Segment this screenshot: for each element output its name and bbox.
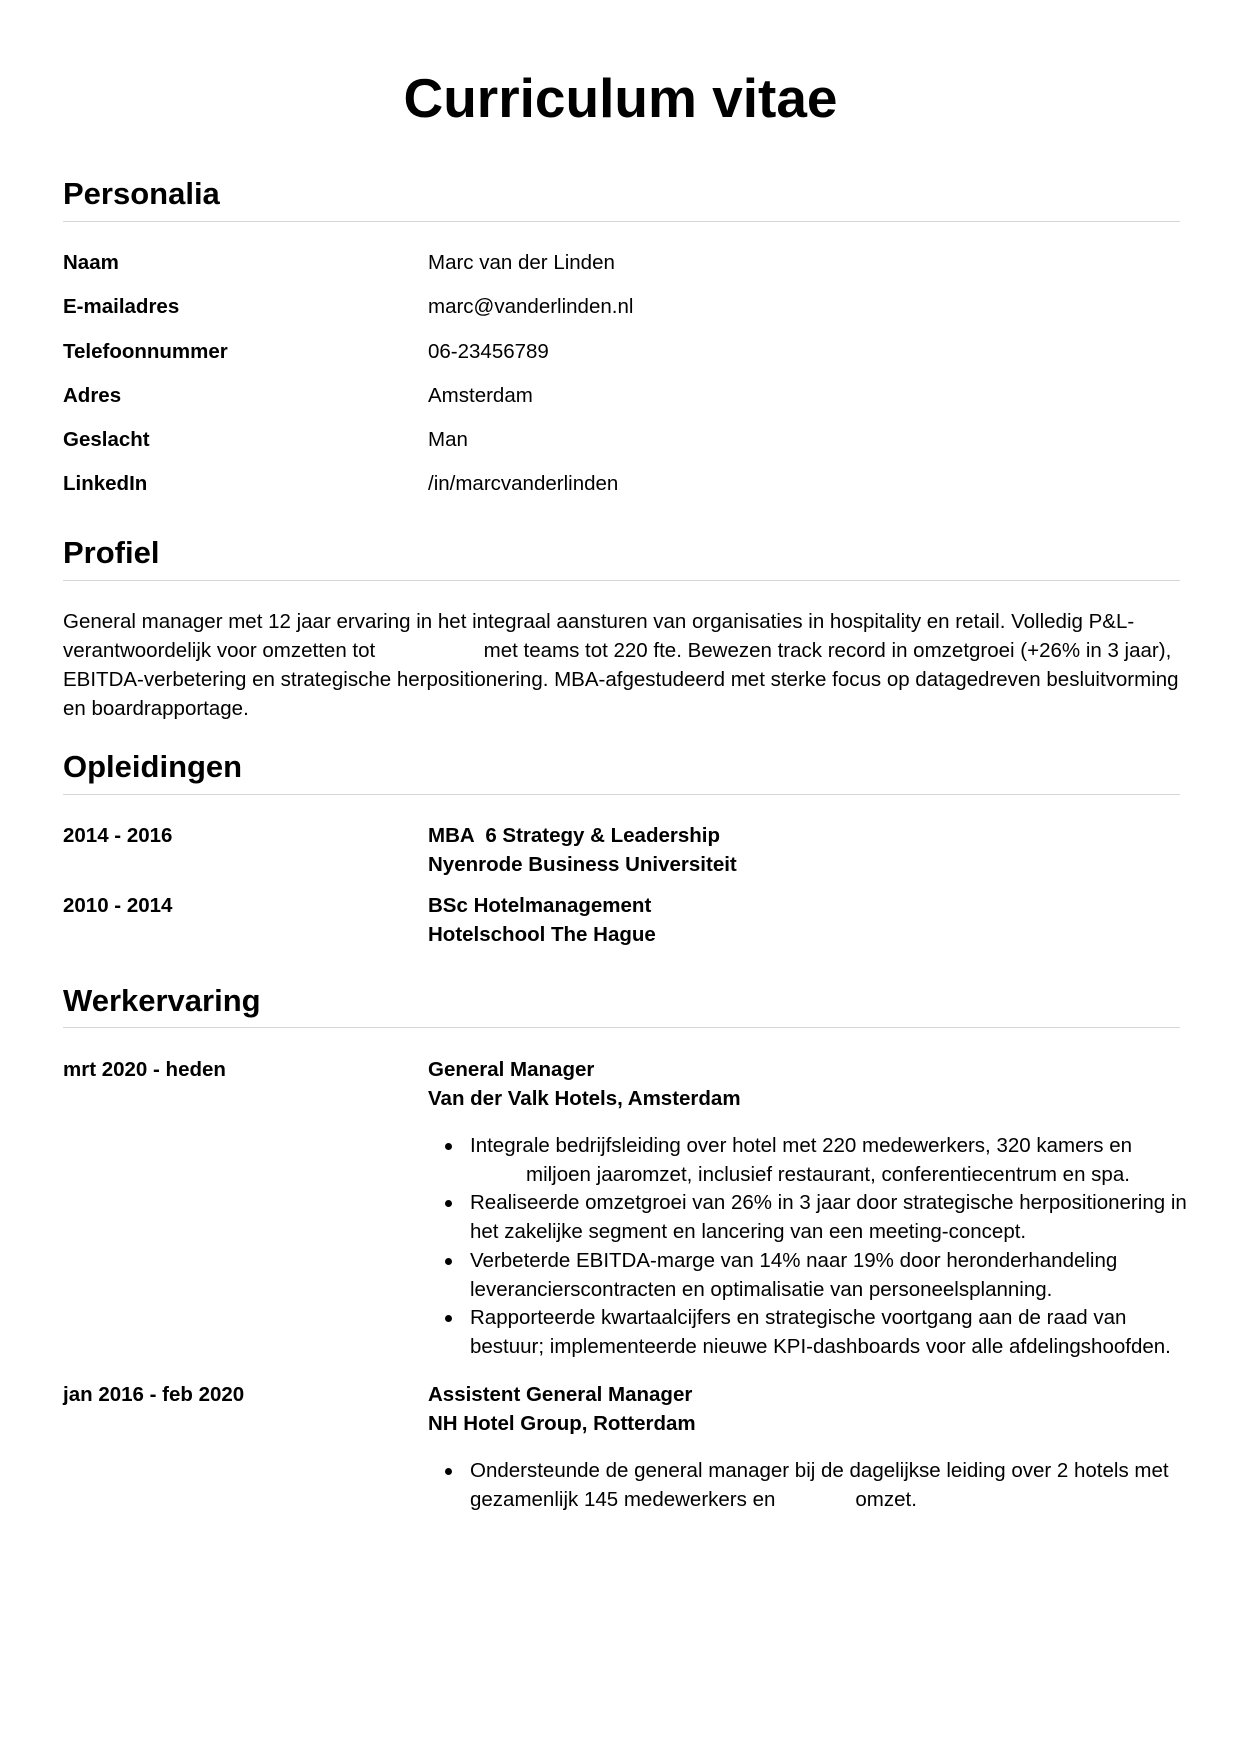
work-role: Assistent General Manager [428,1383,693,1406]
section-heading-personalia: Personalia [63,176,220,211]
section-divider [63,221,1180,222]
section-heading-werkervaring: Werkervaring [63,983,261,1018]
education-degree: MBA 6 Strategy & Leadership [428,824,721,847]
field-label: Naam [63,251,119,274]
work-period: mrt 2020 - heden [63,1058,226,1081]
education-entry [428,821,1180,879]
work-company: NH Hotel Group, Rotterdam [428,1412,696,1435]
list-item [428,1132,1188,1189]
field-label: E-mailadres [63,295,180,318]
profile-text-part1: General manager met 12 jaar ervaring in het integraal aansturen van organisaties in hospitality en retail. Volledig P&L-verantwoordelijk voor omzetten tot [63,610,1135,662]
profile-text-part2: met teams tot 220 fte. Bewezen track record in omzetgroei (+26% in 3 jaar), EBITDA-verbetering en strategische herpositionering. MBA-afgestudeerd met sterke focus op datagedreven besluitvorming en boardrapportage. [63,639,1179,720]
field-value: 06-23456789 [428,340,549,363]
list-item [428,1457,1188,1514]
field-value: /in/marcvanderlinden [428,472,619,495]
education-entry [428,891,1180,949]
personalia-row-email [63,292,1180,322]
field-label: LinkedIn [63,472,148,495]
field-label: Geslacht [63,428,150,451]
personalia-row-telefoon [63,337,1180,367]
personalia-row-adres [63,381,1180,411]
section-heading-profiel: Profiel [63,535,160,570]
work-company: Van der Valk Hotels, Amsterdam [428,1087,741,1110]
profile-summary [63,607,1180,723]
education-institution: Hotelschool The Hague [428,923,656,946]
work-bullets [428,1132,1188,1362]
section-divider [63,580,1180,581]
list-item: Rapporteerde kwartaalcijfers en strategische voortgang aan de raad van bestuur; implementeerde nieuwe KPI-dashboards voor alle afdelingshoofden. [428,1304,1188,1361]
personalia-row-naam [63,248,1180,278]
bullet-text: Ondersteunde de general manager bij de dagelijkse leiding over 2 hotels met gezamenlijk 145 medewerkers en [470,1459,1169,1511]
personalia-row-linkedin [63,469,1180,499]
education-period: 2014 - 2016 [63,824,173,847]
work-period: jan 2016 - feb 2020 [63,1383,245,1406]
education-period: 2010 - 2014 [63,894,173,917]
list-item: Verbeterde EBITDA-marge van 14% naar 19% door heronderhandeling leverancierscontracten en optimalisatie van personeelsplanning. [428,1247,1188,1304]
bullet-text: miljoen jaaromzet, inclusief restaurant, conferentiecentrum en spa. [526,1162,1130,1186]
field-value: Marc van der Linden [428,251,615,274]
bullet-text: omzet. [855,1487,917,1511]
section-divider [63,794,1180,795]
field-value: marc@vanderlinden.nl [428,295,634,318]
work-bullets [428,1457,1188,1514]
field-value: Amsterdam [428,384,533,407]
document-title: Curriculum vitae [403,67,838,129]
education-degree: BSc Hotelmanagement [428,894,652,917]
field-value: Man [428,428,468,451]
bullet-text: Integrale bedrijfsleiding over hotel met 220 medewerkers, 320 kamers en [470,1134,1133,1157]
section-heading-opleidingen: Opleidingen [63,749,243,784]
education-institution: Nyenrode Business Universiteit [428,853,737,876]
list-item: Realiseerde omzetgroei van 26% in 3 jaar door strategische herpositionering in het zakelijke segment en lancering van een meeting-concept. [428,1189,1188,1246]
section-divider [63,1027,1180,1028]
field-label: Telefoonnummer [63,340,228,363]
work-role: General Manager [428,1058,595,1081]
personalia-row-geslacht [63,425,1180,455]
work-entry-header [428,1055,1180,1113]
work-entry-header [428,1380,1180,1438]
field-label: Adres [63,384,122,407]
